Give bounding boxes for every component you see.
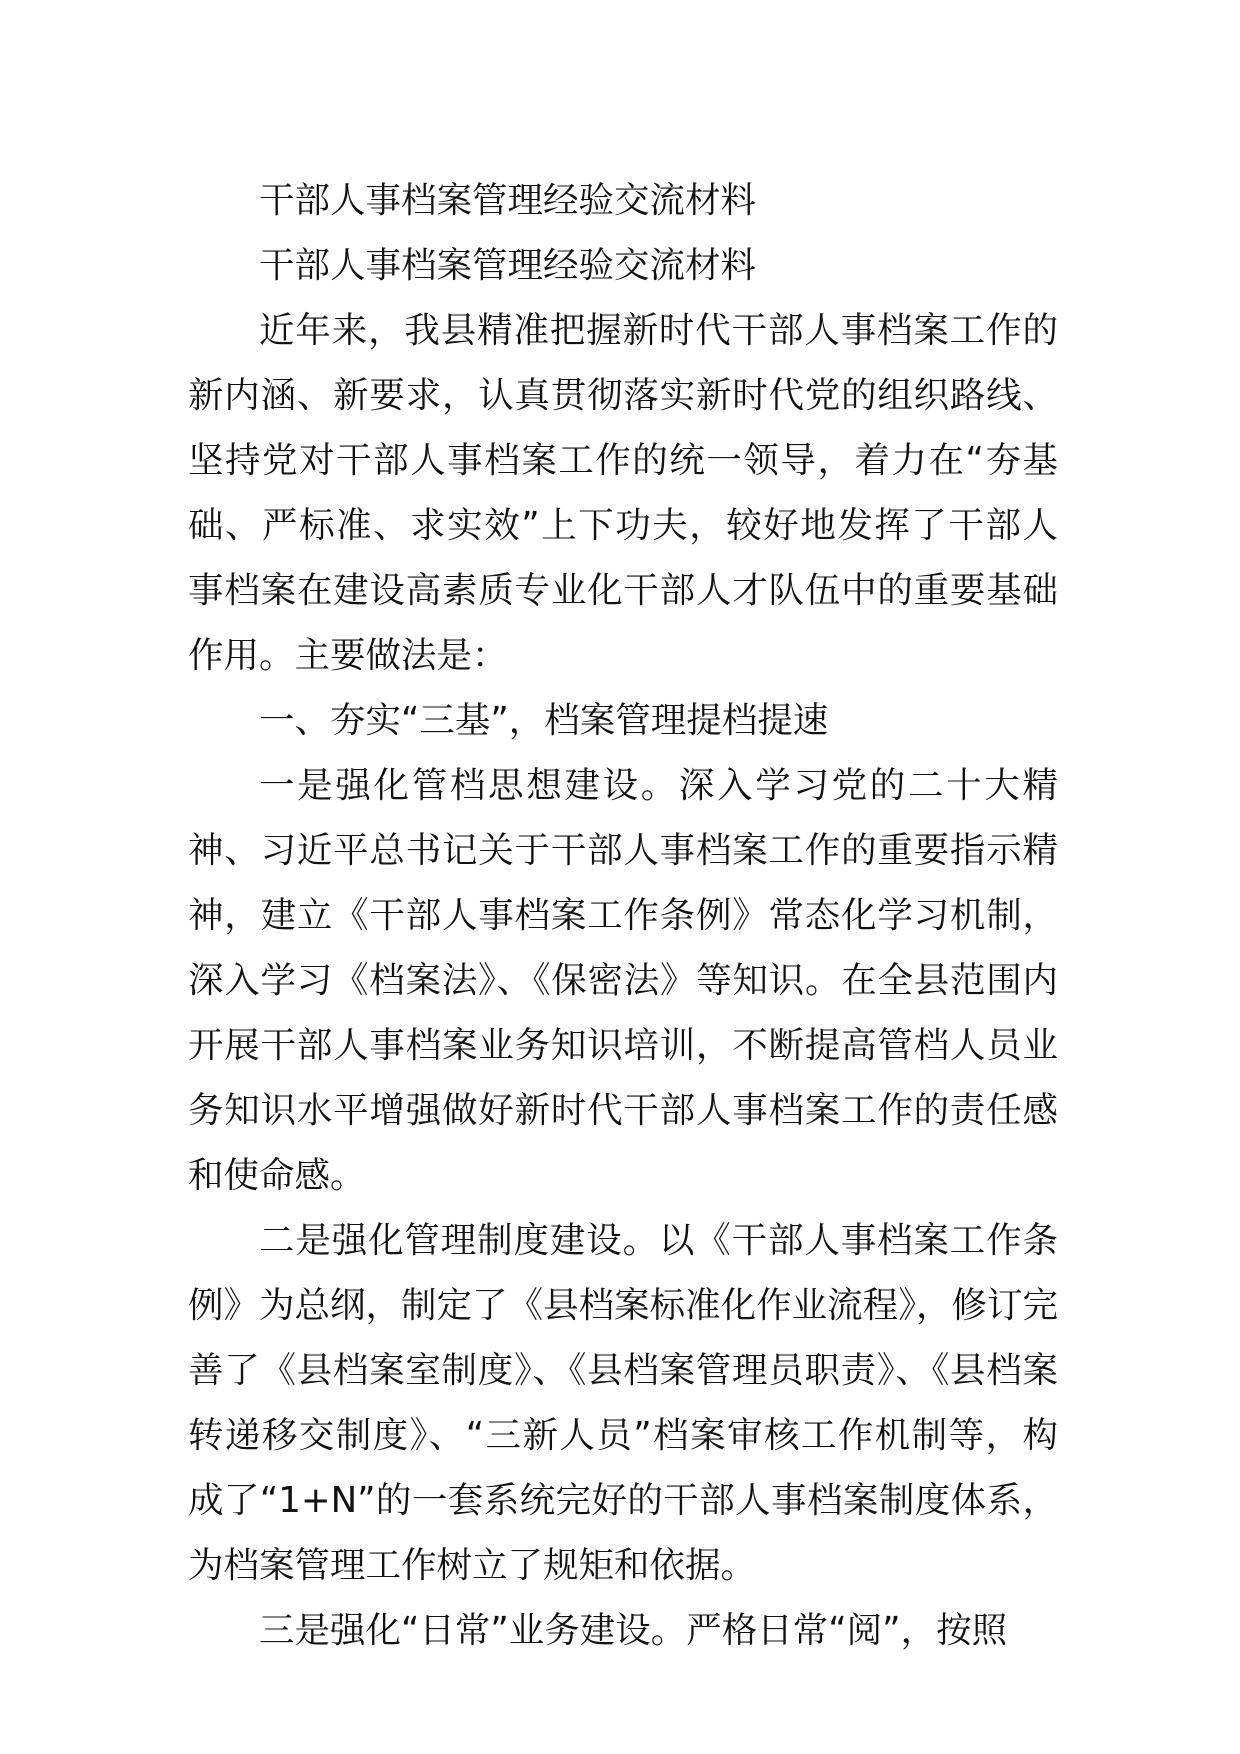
document-title: 干部人事档案管理经验交流材料 [259, 180, 757, 221]
document-body [188, 168, 1058, 1663]
document-subtitle: 干部人事档案管理经验交流材料 [259, 245, 757, 286]
section-heading-1: 一、夯实“三基”，档案管理提档提速 [259, 700, 829, 741]
paragraph-system: 二是强化管理制度建设。以《干部人事档案工作条例》为总纲，制定了《县档案标准化作业流程》，修订完善了《县档案室制度》、《县档案管理员职责》、《县档案转递移交制度》、“三新人员”档案审核工作机制等，构成了“1+N”的一套系统完好的干部人事档案制度体系，为档案管理工作树立了规矩和依据。 [188, 1220, 1058, 1586]
paragraph-ideology: 一是强化管档思想建设。深入学习党的二十大精神、习近平总书记关于干部人事档案工作的重要指示精神，建立《干部人事档案工作条例》常态化学习机制，深入学习《档案法》、《保密法》等知识。在全县范围内开展干部人事档案业务知识培训，不断提高管档人员业务知识水平增强做好新时代干部人事档案工作的责任感和使命感。 [188, 765, 1058, 1196]
paragraph-intro: 近年来，我县精准把握新时代干部人事档案工作的新内涵、新要求，认真贯彻落实新时代党的组织路线、坚持党对干部人事档案工作的统一领导，着力在“夯基础、严标准、求实效”上下功夫，较好地发挥了干部人事档案在建设高素质专业化干部人才队伍中的重要基础作用。主要做法是： [188, 310, 1058, 676]
paragraph-daily: 三是强化“日常”业务建设。严格日常“阅”，按照 [259, 1610, 1008, 1651]
